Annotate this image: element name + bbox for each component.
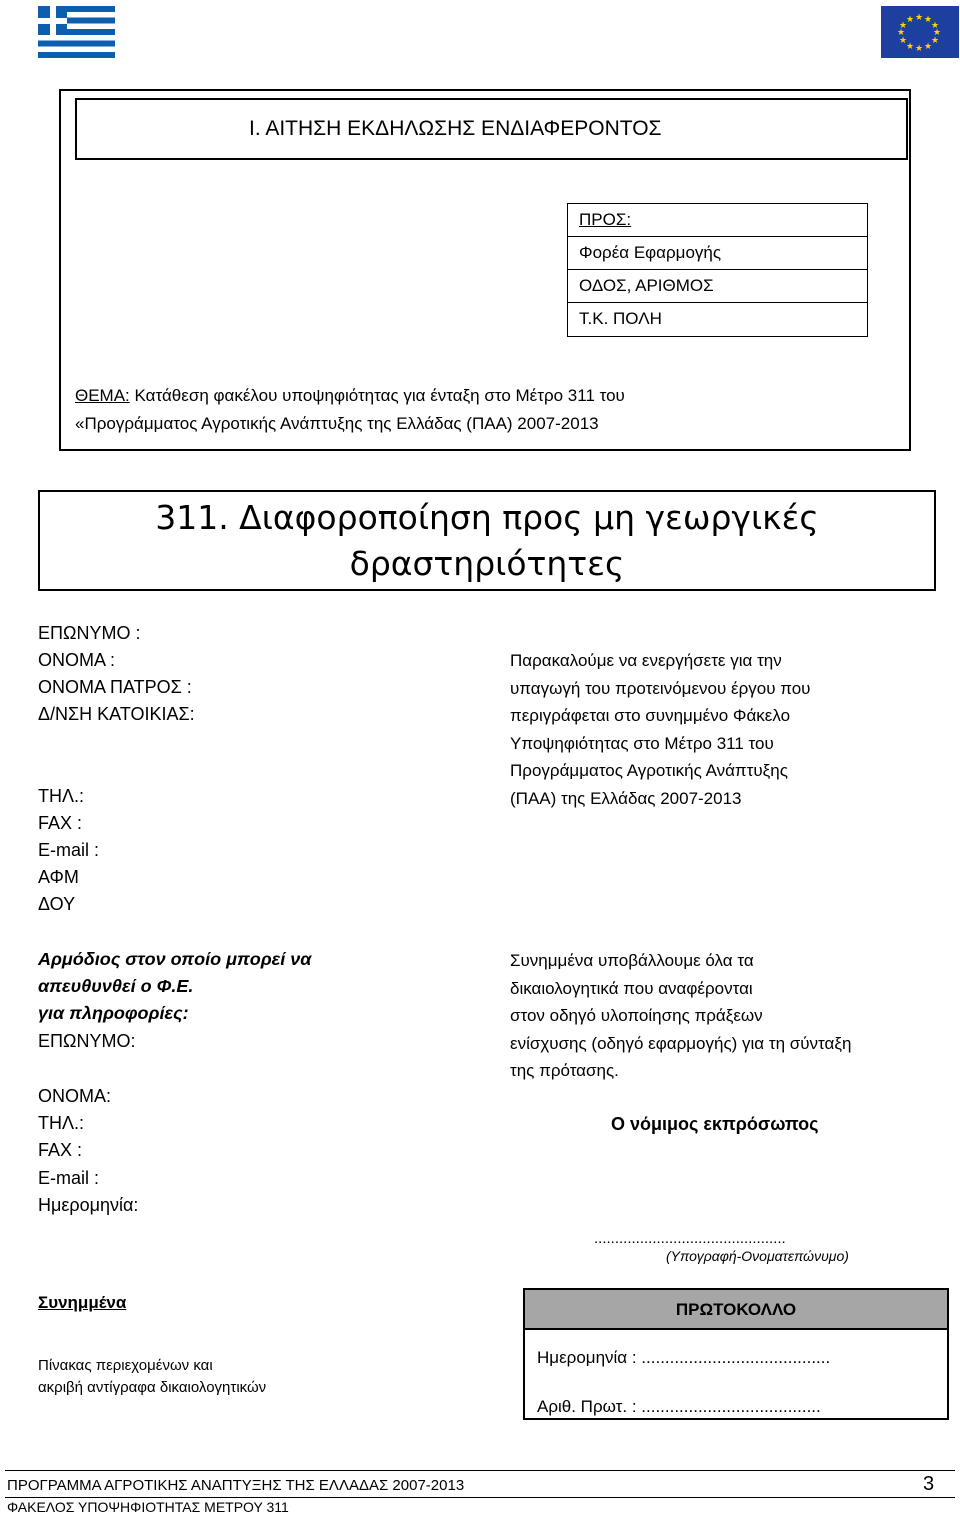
request-line: Προγράμματος Αγροτικής Ανάπτυξης bbox=[510, 761, 788, 780]
protocol-box bbox=[523, 1288, 949, 1420]
greek-flag-icon bbox=[38, 6, 115, 58]
footer-divider bbox=[5, 1470, 955, 1471]
field-email: E-mail : bbox=[38, 840, 100, 860]
field-doy: ΔΟΥ bbox=[38, 894, 76, 914]
attachments-note bbox=[510, 947, 851, 1085]
note-line: Συνημμένα υποβάλλουμε όλα τα bbox=[510, 951, 754, 970]
contact-name: ΟΝΟΜΑ: bbox=[38, 1086, 112, 1106]
subject-label: ΘΕΜΑ: bbox=[75, 386, 130, 405]
contact-phone: ΤΗΛ.: bbox=[38, 1113, 85, 1133]
attachment-line: ακριβή αντίγραφα δικαιολογητικών bbox=[38, 1379, 267, 1396]
recipient-city: Τ.Κ. ΠΟΛΗ bbox=[579, 309, 662, 328]
field-surname: ΕΠΩΝΥΜΟ : bbox=[38, 623, 141, 643]
field-name: ΟΝΟΜΑ : bbox=[38, 650, 116, 670]
attachment-line: Πίνακας περιεχομένων και bbox=[38, 1357, 213, 1374]
banner-line-2: δραστηριότητες bbox=[349, 544, 625, 583]
contact-fax: FAX : bbox=[38, 1140, 83, 1160]
note-line: της πρότασης. bbox=[510, 1061, 619, 1080]
banner-line-1: 311. Διαφοροποίηση προς μη γεωργικές bbox=[155, 498, 819, 537]
note-line: ενίσχυσης (οδηγό εφαρμογής) για τη σύνταξη bbox=[510, 1033, 852, 1053]
recipient-agency: Φορέα Εφαρμογής bbox=[568, 237, 867, 270]
subject-line-2: «Προγράμματος Αγροτικής Ανάπτυξης της Ελλάδας (ΠΑΑ) 2007-2013 bbox=[75, 414, 599, 433]
contact-heading-2: απευθυνθεί ο Φ.Ε. bbox=[38, 976, 194, 996]
note-line: στον οδηγό υλοποίησης πράξεων bbox=[510, 1006, 763, 1025]
contact-email: E-mail : bbox=[38, 1168, 100, 1188]
request-line: (ΠΑΑ) της Ελλάδας 2007-2013 bbox=[510, 788, 742, 808]
recipient-street: ΟΔΟΣ, ΑΡΙΘΜΟΣ bbox=[568, 270, 867, 303]
form-title: Ι. ΑΙΤΗΣΗ ΕΚΔΗΛΩΣΗΣ ΕΝΔΙΑΦΕΡΟΝΤΟΣ bbox=[75, 98, 908, 160]
footer-dossier: ΦΑΚΕΛΟΣ ΥΠΟΨΗΦΙΟΤΗΤΑΣ ΜΕΤΡΟΥ 311 bbox=[7, 1499, 289, 1515]
field-father-name: ΟΝΟΜΑ ΠΑΤΡΟΣ : bbox=[38, 677, 192, 697]
protocol-date: Ημερομηνία : ........................................ bbox=[537, 1348, 831, 1367]
eu-flag-icon: ★ ★ ★ ★ ★ ★ ★ ★ ★ ★ ★ ★ bbox=[881, 6, 959, 58]
footer-program: ΠΡΟΓΡΑΜΜΑ ΑΓΡΟΤΙΚΗΣ ΑΝΑΠΤΥΞΗΣ ΤΗΣ ΕΛΛΑΔΑΣ 2007-2013 bbox=[7, 1477, 465, 1494]
subject-line-1: ΘΕΜΑ: Κατάθεση φακέλου υποψηφιότητας για ένταξη στο Μέτρο 311 του bbox=[75, 386, 625, 405]
attachments-list bbox=[38, 1355, 266, 1399]
request-line: Υποψηφιότητας στο Μέτρο 311 του bbox=[510, 733, 774, 753]
contact-surname: ΕΠΩΝΥΜΟ: bbox=[38, 1031, 136, 1051]
field-fax: FAX : bbox=[38, 813, 83, 833]
request-line: περιγράφεται στο συνημμένο Φάκελο bbox=[510, 706, 791, 725]
note-line: δικαιολογητικά που αναφέρονται bbox=[510, 978, 753, 998]
page-number: 3 bbox=[923, 1473, 935, 1495]
recipient-to: ΠΡΟΣ: bbox=[568, 204, 867, 237]
subject bbox=[75, 382, 905, 438]
field-phone: ΤΗΛ.: bbox=[38, 786, 85, 806]
request-line: Παρακαλούμε να ενεργήσετε για την bbox=[510, 651, 782, 670]
protocol-heading: ΠΡΩΤΟΚΟΛΛΟ bbox=[525, 1290, 947, 1330]
attachments-heading: Συνημμένα bbox=[38, 1293, 127, 1312]
signature-caption: (Υπογραφή-Ονοματεπώνυμο) bbox=[666, 1248, 849, 1264]
request-text bbox=[510, 647, 810, 812]
request-line: υπαγωγή του προτεινόμενου έργου που bbox=[510, 678, 811, 698]
field-address: Δ/ΝΣΗ ΚΑΤΟΙΚΙΑΣ: bbox=[38, 704, 195, 724]
contact-date: Ημερομηνία: bbox=[38, 1195, 139, 1215]
measure-banner bbox=[38, 490, 936, 591]
legal-representative: Ο νόμιμος εκπρόσωπος bbox=[611, 1114, 819, 1134]
contact-heading-1: Αρμόδιος στον οποίο μπορεί να bbox=[38, 949, 312, 969]
field-afm: ΑΦΜ bbox=[38, 867, 79, 887]
protocol-number: Αριθ. Πρωτ. : ...................................... bbox=[537, 1397, 821, 1416]
signature-line: .............................................. bbox=[594, 1230, 786, 1247]
footer-divider bbox=[5, 1497, 955, 1498]
recipient-box bbox=[567, 203, 868, 337]
contact-heading-3: για πληροφορίες: bbox=[38, 1003, 189, 1023]
